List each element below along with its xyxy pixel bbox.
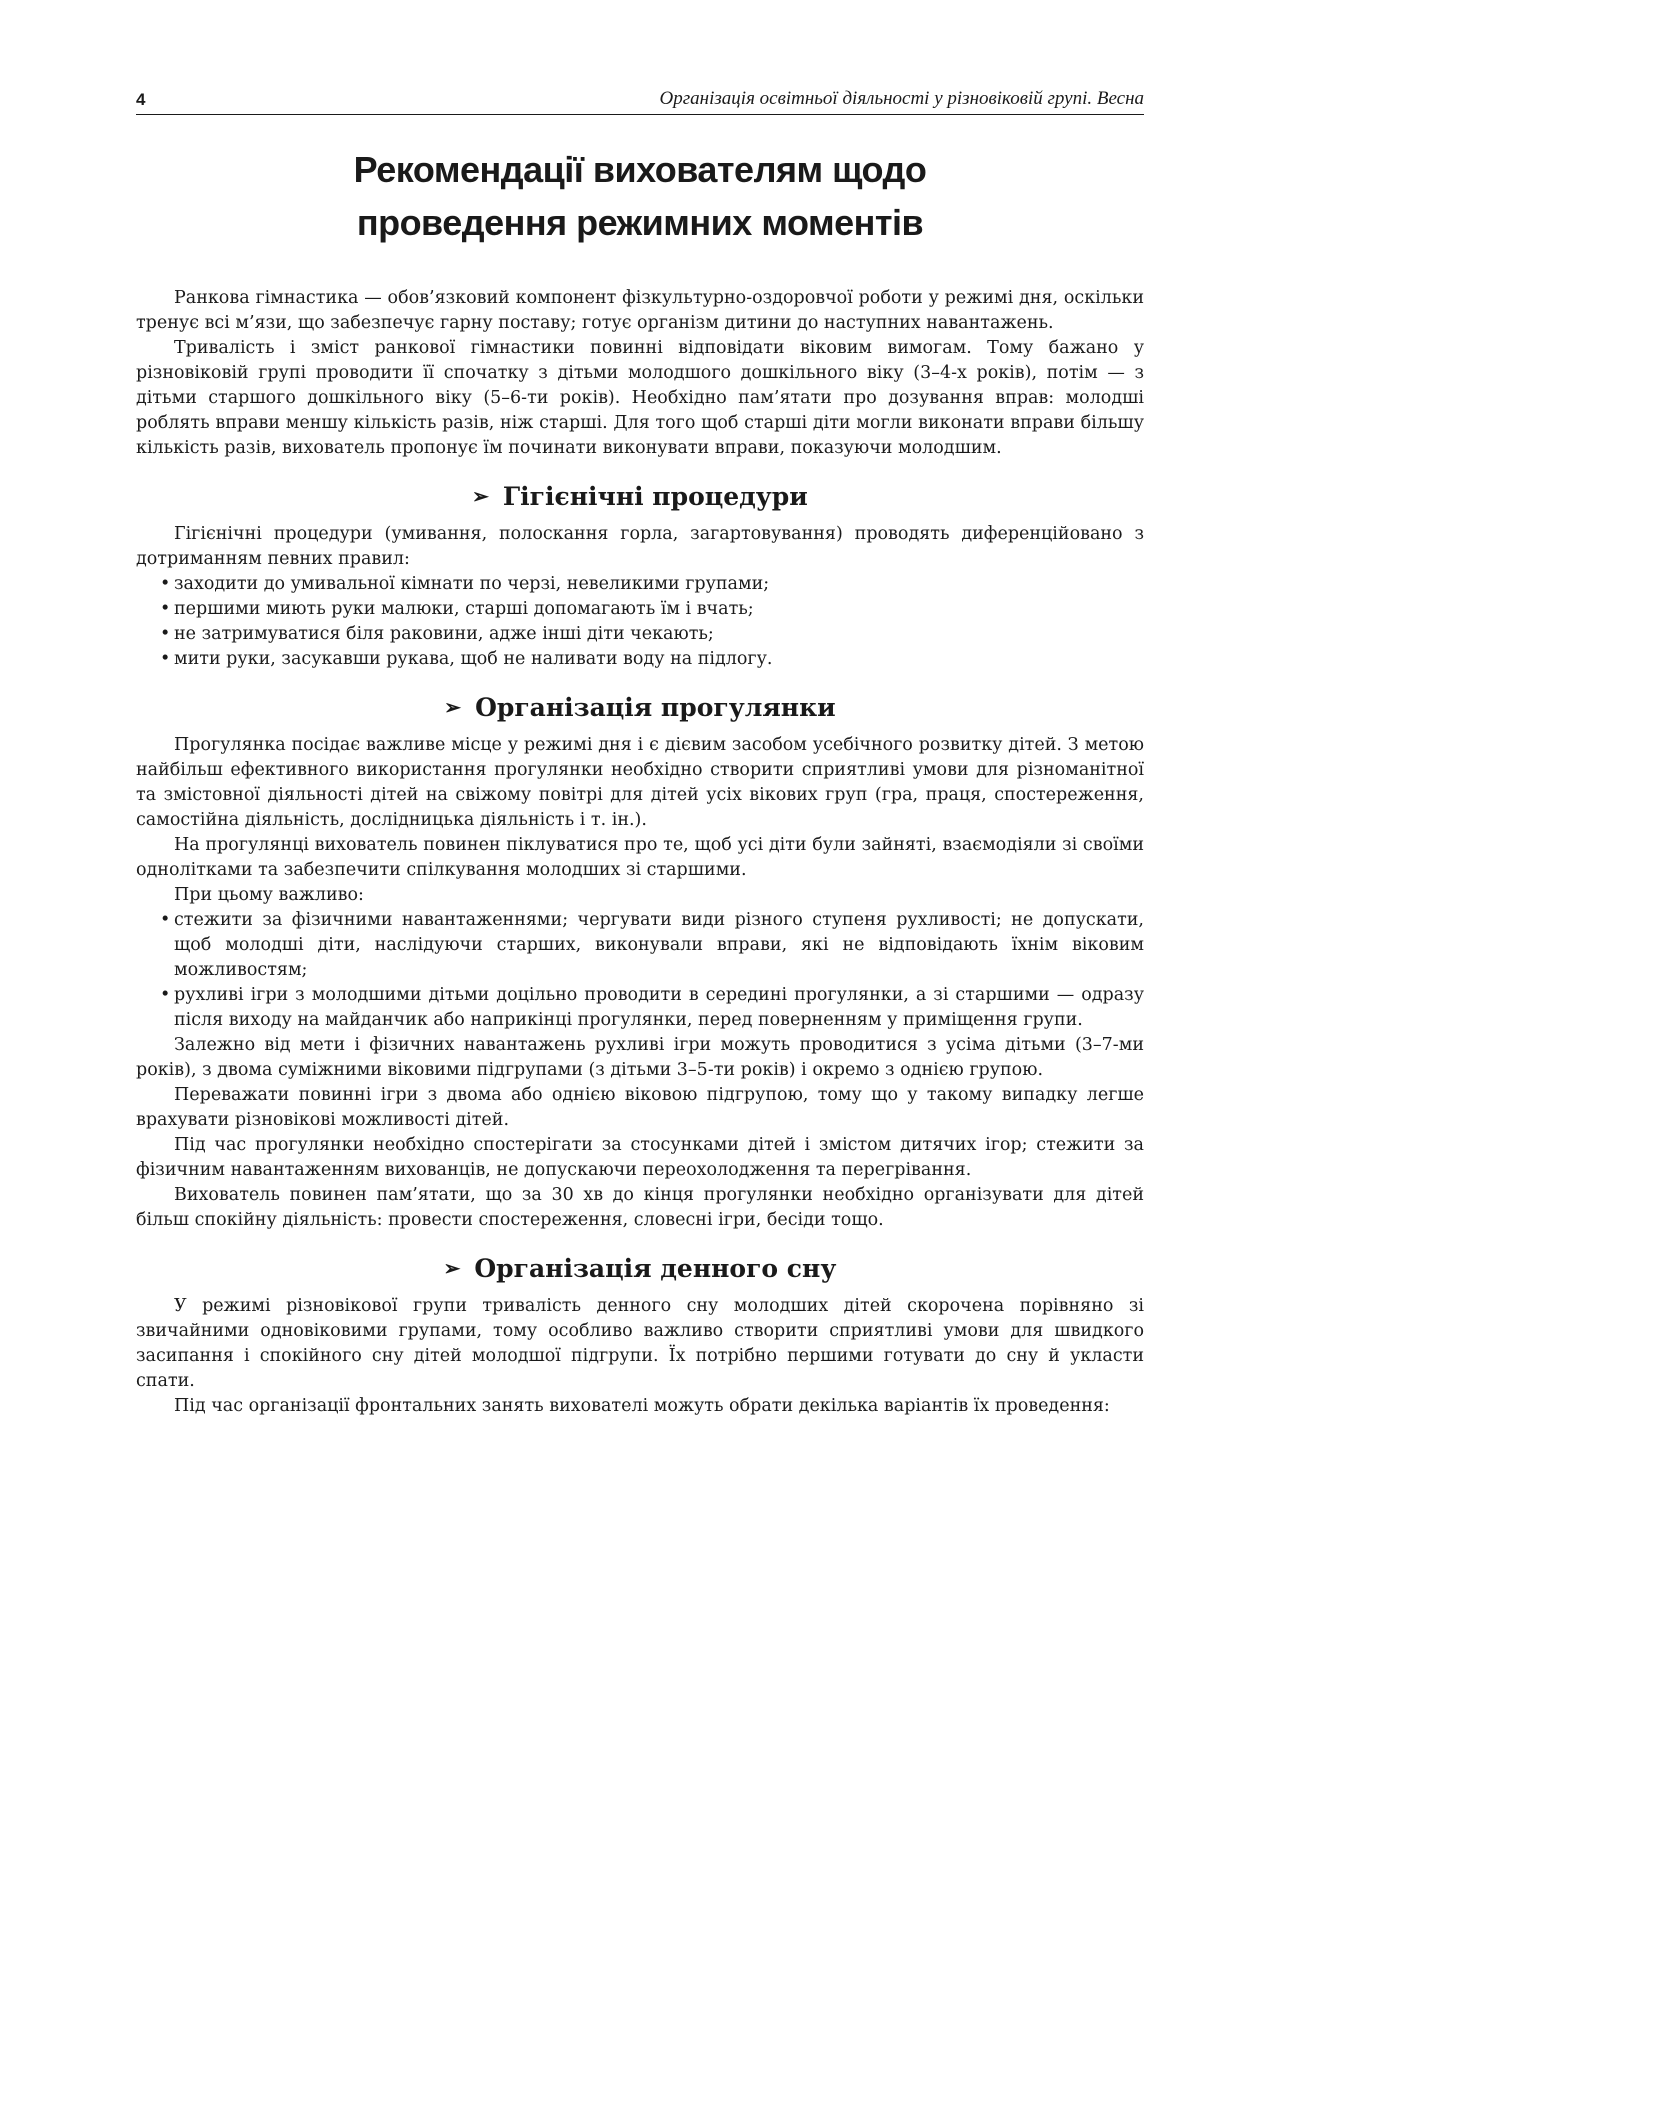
arrow-bullet-icon: ➢ [472, 484, 489, 508]
walk-rules-list [136, 908, 1144, 1033]
section-heading-sleep [136, 1253, 1144, 1286]
walk-paragraph-6: Під час прогулянки необхідно спостерігати за стосунками дітей і змістом дитячих ігор; стежити за фізичним навантаженням вихованців, не допускаючи переохолодження та перегрівання. [136, 1135, 1144, 1180]
section-heading-text: Гігієнічні процедури [502, 482, 808, 511]
sleep-paragraph-1: У режимі різновікової групи тривалість денного сну молодших дітей скорочена порівняно зі звичайними одновіковими групами, тому особливо важливо створити сприятливі умови для швидкого засипання і спокійного сну дітей молодшої підгрупи. Їх потрібно першими готувати до сну й укласти спати. [136, 1296, 1144, 1391]
walk-paragraph-4: Залежно від мети і фізичних навантажень рухливі ігри можуть проводитися з усіма дітьми (3–7-ми років), з двома суміжними віковими підгрупами (з дітьми 3–5-ти років) і окремо з однією групою. [136, 1035, 1144, 1080]
intro-paragraph-2: Тривалість і зміст ранкової гімнастики повинні відповідати віковим вимогам. Тому бажано у різновіковій групі проводити її спочатку з дітьми молодшого дошкільного віку (3–4-х років), потім — з дітьми старшого дошкільного віку (5–6-ти років). Необхідно пам’ятати про дозування вправ: молодші роблять вправи меншу кількість разів, ніж старші. Для того щоб старші діти могли виконати вправи більшу кількість разів, вихователь пропонує їм починати виконувати вправи, показуючи молодшим. [136, 338, 1144, 458]
page-title [136, 143, 1144, 249]
walk-paragraph-1: Прогулянка посідає важливе місце у режимі дня і є дієвим засобом усебічного розвитку дітей. З метою найбільш ефективного використання прогулянки необхідно створити сприятливі умови для різноманітної та змістовної діяльності дітей на свіжому повітрі для дітей усіх вікових груп (гра, праця, спостереження, самостійна діяльність, дослідницька діяльність і т. ін.). [136, 735, 1144, 830]
section-heading-walk [136, 692, 1144, 725]
arrow-bullet-icon: ➢ [444, 695, 462, 719]
page-title-line-1: Рекомендації вихователям щодо [353, 149, 927, 190]
walk-paragraph-3: При цьому важливо: [174, 885, 364, 905]
hygiene-paragraph-1: Гігієнічні процедури (умивання, полоскання горла, загартовування) проводять диференційовано з дотриманням певних правил: [136, 524, 1144, 569]
page-content [136, 286, 1144, 1419]
page-title-line-2: проведення режимних моментів [356, 202, 924, 243]
intro-paragraph-1: Ранкова гімнастика — обов’язковий компонент фізкультурно-оздоровчої роботи у режимі дня, оскільки тренує всі м’язи, що забезпечує гарну поставу; готує організм дитини до наступних навантажень. [136, 288, 1144, 333]
sleep-paragraph-2: Під час організації фронтальних занять вихователі можуть обрати декілька варіантів їх проведення: [174, 1396, 1110, 1416]
page-header [136, 86, 1144, 115]
page-number: 4 [136, 90, 146, 109]
list-item: • мити руки, засукавши рукава, щоб не наливати воду на підлогу. [174, 647, 1144, 672]
section-heading-text: Організація прогулянки [475, 693, 836, 722]
list-item: • заходити до умивальної кімнати по черзі, невеликими групами; [174, 572, 1144, 597]
list-item: • першими миють руки малюки, старші допомагають їм і вчать; [174, 597, 1144, 622]
list-item: • стежити за фізичними навантаженнями; чергувати види різного ступеня рухливості; не допускати, щоб молодші діти, наслідуючи старших, виконували вправи, які не відповідають їхнім віковим можливостям; [174, 908, 1144, 983]
section-heading-text: Організація денного сну [474, 1254, 837, 1283]
hygiene-rules-list [136, 572, 1144, 672]
walk-paragraph-5: Переважати повинні ігри з двома або однією віковою підгрупою, тому що у такому випадку легше врахувати різновікові можливості дітей. [136, 1085, 1144, 1130]
running-title: Організація освітньої діяльності у різновіковій групі. Весна [659, 88, 1144, 109]
arrow-bullet-icon: ➢ [443, 1256, 461, 1280]
list-item: • не затримуватися біля раковини, адже інші діти чекають; [174, 622, 1144, 647]
list-item: • рухливі ігри з молодшими дітьми доцільно проводити в середині прогулянки, а зі старшими — одразу після виходу на майданчик або наприкінці прогулянки, перед поверненням у приміщення групи. [174, 983, 1144, 1033]
walk-paragraph-2: На прогулянці вихователь повинен піклуватися про те, щоб усі діти були зайняті, взаємодіяли зі своїми однолітками та забезпечити спілкування молодших зі старшими. [136, 835, 1144, 880]
walk-paragraph-7: Вихователь повинен пам’ятати, що за 30 хв до кінця прогулянки необхідно організувати для дітей більш спокійну діяльність: провести спостереження, словесні ігри, бесіди тощо. [136, 1185, 1144, 1230]
section-heading-hygiene [136, 481, 1144, 514]
document-page [136, 86, 1144, 1419]
